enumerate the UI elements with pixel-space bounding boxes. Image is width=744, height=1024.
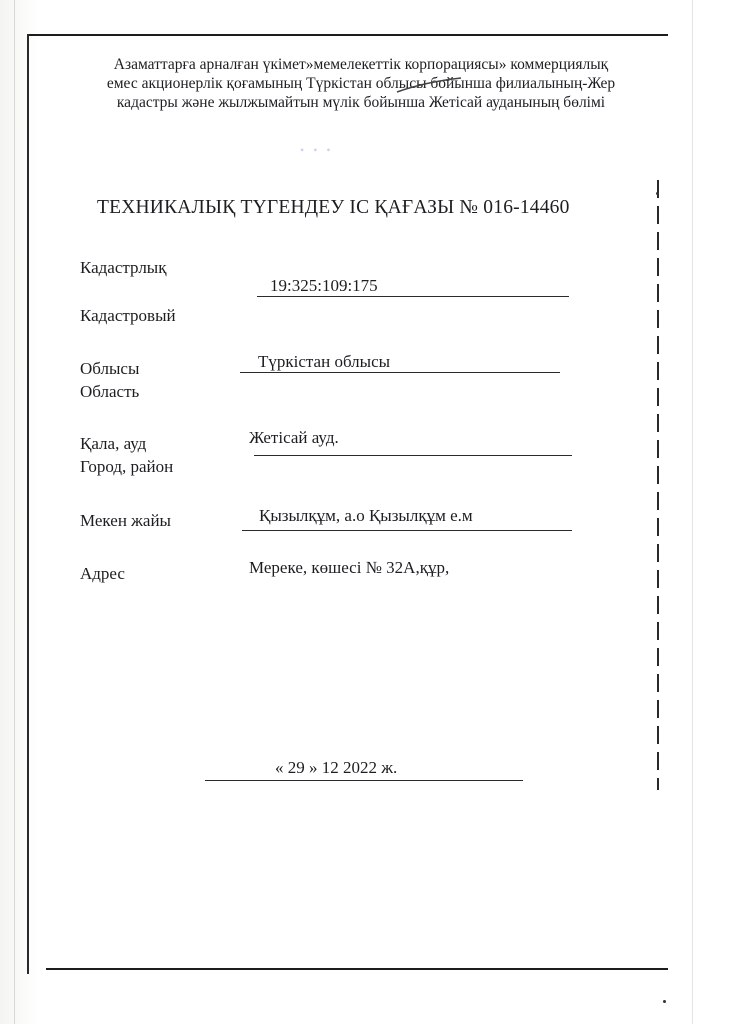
city-label-ru: Город, район — [80, 457, 174, 476]
scan-left-shadow — [0, 0, 40, 1024]
page-edge-line-right — [692, 0, 693, 1024]
region-label-kz: Облысы — [80, 359, 140, 378]
region-underline — [240, 372, 560, 373]
document-date: « 29 » 12 2022 ж. — [275, 758, 398, 777]
document-title: ТЕХНИКАЛЫҚ ТҮГЕНДЕУ ІС ҚАҒАЗЫ № 016-14460 — [97, 197, 570, 218]
address-kz-value: Қызылқұм, а.о Қызылқұм е.м — [259, 506, 473, 525]
page-edge-line — [14, 0, 15, 1024]
city-label-kz: Қала, ауд — [80, 434, 147, 453]
frame-right-dashed — [657, 180, 659, 790]
header-line-2: емес акционерлік қоғамының Түркістан облысы бойынша филиалының-Жер — [106, 75, 616, 92]
address-kz-label: Мекен жайы — [80, 511, 171, 530]
faint-stamp-mark: • • • — [300, 143, 334, 157]
cadastral-label-ru: Кадастровый — [80, 306, 176, 325]
cadastral-underline — [257, 296, 569, 297]
frame-dot — [656, 192, 659, 195]
city-underline — [254, 455, 572, 456]
frame-top — [27, 34, 668, 36]
city-value: Жетісай ауд. — [249, 428, 339, 447]
frame-bottom — [46, 968, 668, 970]
address-kz-underline — [242, 530, 572, 531]
frame-dot — [663, 1000, 666, 1003]
header-line-1: Азаматтарға арналған үкімет»мемелекеттік корпорациясы» коммерциялық — [113, 56, 609, 73]
cadastral-label-kz: Кадастрлық — [80, 258, 167, 277]
region-label-ru: Область — [80, 382, 140, 401]
date-underline — [205, 780, 523, 781]
organization-header — [66, 55, 656, 112]
frame-left — [27, 34, 29, 974]
address-ru-value: Мереке, көшесі № 32А,құр, — [249, 558, 450, 577]
cadastral-value: 19:325:109:175 — [270, 276, 378, 295]
region-value: Түркістан облысы — [258, 352, 391, 371]
header-line-3: кадастры және жылжымайтын мүлік бойынша Жетісай ауданының бөлімі — [116, 94, 606, 111]
pen-stroke — [395, 76, 465, 96]
address-ru-label: Адрес — [80, 564, 125, 583]
